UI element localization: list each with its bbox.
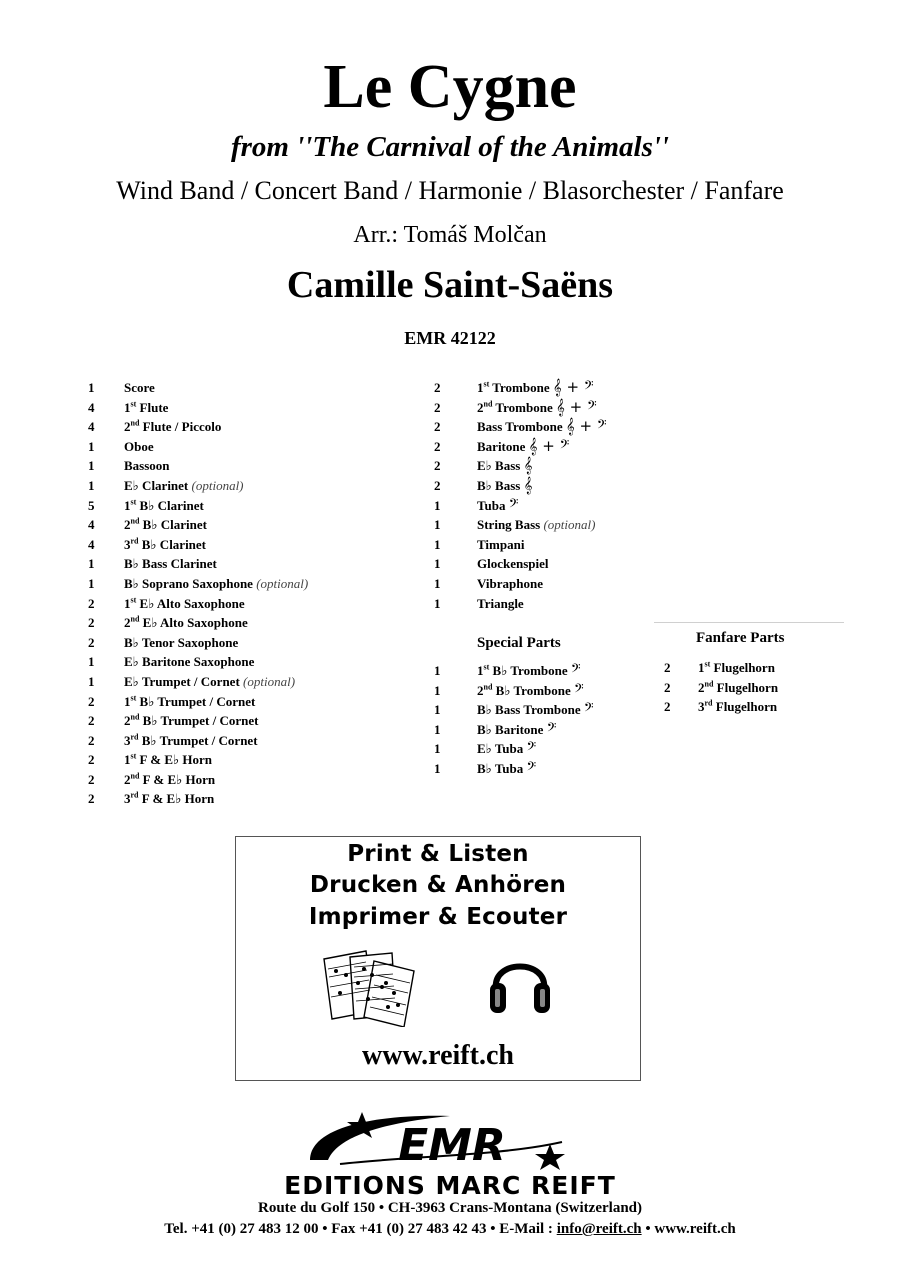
part-row: [88, 594, 418, 614]
subtitle: from ''The Carnival of the Animals'': [230, 131, 669, 163]
part-row: [434, 456, 674, 476]
part-name: E♭ Bass 𝄞: [477, 456, 533, 475]
part-quantity: 1: [434, 595, 441, 611]
part-quantity: 2: [664, 660, 671, 675]
part-row: [88, 692, 418, 712]
arranger: Arr.: Tomáš Molčan: [353, 222, 547, 248]
part-name: B♭ Tenor Saxophone: [124, 634, 239, 650]
part-name: String Bass (optional): [477, 517, 596, 533]
part-quantity: 1: [434, 575, 441, 591]
part-row: [434, 759, 674, 779]
part-quantity: 5: [88, 497, 95, 513]
part-quantity: 4: [88, 517, 95, 533]
part-name: 2nd Flute / Piccolo: [124, 418, 222, 435]
emr-logo-text: EMR: [398, 1120, 506, 1171]
part-row: [434, 437, 674, 457]
part-name: 1st F & E♭ Horn: [124, 751, 212, 768]
part-name: E♭ Baritone Saxophone: [124, 654, 255, 670]
publisher-contact: [0, 1219, 900, 1239]
part-quantity: 2: [434, 399, 441, 415]
part-quantity: 1: [434, 663, 441, 678]
ensemble: Wind Band / Concert Band / Harmonie / Blasorchester / Fanfare: [116, 176, 784, 205]
part-name: 3rd F & E♭ Horn: [124, 791, 215, 807]
part-quantity: 1: [434, 760, 441, 776]
part-quantity: 1: [88, 458, 95, 474]
promo-url: www.reift.ch: [362, 1040, 514, 1071]
part-quantity: 2: [88, 771, 95, 787]
part-row: [434, 554, 674, 574]
part-quantity: 2: [88, 791, 95, 807]
part-quantity: 2: [664, 699, 671, 715]
contact-email-link[interactable]: info@reift.ch: [556, 1221, 642, 1237]
part-quantity: 2: [88, 752, 95, 768]
part-name: 1st B♭ Trombone 𝄢: [477, 661, 581, 679]
publisher-address: Route du Golf 150 • CH-3963 Crans-Montana (Switzerland): [258, 1200, 642, 1216]
part-quantity: 1: [88, 556, 95, 572]
part-row: [88, 750, 418, 770]
part-quantity: 2: [434, 477, 441, 493]
parts-list-main: [88, 378, 418, 809]
promo-line-en: Print & Listen: [347, 841, 529, 867]
part-name: 3rd B♭ Clarinet: [124, 536, 207, 552]
part-row: [434, 476, 674, 496]
fanfare-parts-list: [664, 658, 864, 717]
part-row: [88, 476, 418, 496]
part-quantity: 4: [88, 399, 95, 415]
part-quantity: 4: [88, 419, 95, 435]
part-name: Bass Trombone 𝄞 + 𝄢: [477, 417, 607, 436]
part-row: [88, 554, 418, 574]
part-name: Baritone 𝄞 + 𝄢: [477, 436, 570, 455]
part-row: [434, 720, 674, 740]
special-parts-heading: Special Parts: [477, 635, 561, 651]
composer: Camille Saint-Saëns: [286, 264, 614, 306]
part-quantity: 2: [88, 595, 95, 611]
part-quantity: 2: [434, 419, 441, 435]
part-name: 1st Flugelhorn: [698, 659, 775, 675]
part-row: [664, 678, 864, 698]
part-row: [88, 652, 418, 672]
part-name: Oboe: [124, 438, 154, 454]
part-row: [434, 661, 674, 681]
part-name: B♭ Tuba 𝄢: [477, 758, 537, 777]
part-row: [88, 711, 418, 731]
part-row: [664, 697, 864, 717]
part-name: 2nd Trombone 𝄞 + 𝄢: [477, 397, 597, 416]
part-name: 2nd B♭ Trombone 𝄢: [477, 680, 584, 699]
part-name: 1st Trombone 𝄞 + 𝄢: [477, 378, 594, 396]
part-quantity: 1: [434, 682, 441, 698]
part-quantity: 2: [664, 679, 671, 695]
sheet-music-icon: [316, 947, 428, 1027]
part-name: Glockenspiel: [477, 556, 549, 572]
part-row: [88, 417, 418, 437]
part-name: Vibraphone: [477, 575, 543, 591]
special-parts-list: [434, 661, 674, 779]
part-name: Score: [124, 380, 155, 395]
part-row: [88, 574, 418, 594]
part-row: [434, 739, 674, 759]
part-quantity: 2: [434, 458, 441, 474]
part-quantity: 1: [434, 741, 441, 757]
publisher-name: EDITIONS MARC REIFT: [284, 1171, 616, 1200]
fanfare-parts-heading: Fanfare Parts: [696, 630, 785, 646]
emr-logo: [300, 1108, 600, 1172]
part-row: [88, 672, 418, 692]
part-name: E♭ Trumpet / Cornet (optional): [124, 673, 296, 689]
contact-website: • www.reift.ch: [641, 1221, 736, 1237]
part-quantity: 1: [434, 702, 441, 718]
part-quantity: 2: [88, 713, 95, 729]
print-listen-box: [235, 836, 641, 1081]
part-row: [434, 417, 674, 437]
part-quantity: 1: [434, 536, 441, 552]
part-row: [434, 378, 674, 398]
part-row: [434, 594, 674, 614]
promo-line-fr: Imprimer & Ecouter: [308, 904, 568, 930]
part-quantity: 1: [88, 673, 95, 689]
part-row: [88, 633, 418, 653]
part-name: 3rd B♭ Trumpet / Cornet: [124, 732, 258, 748]
part-name: B♭ Bass 𝄞: [477, 475, 533, 494]
part-name: Timpani: [477, 536, 525, 552]
part-name: 2nd B♭ Trumpet / Cornet: [124, 712, 259, 729]
part-quantity: 1: [88, 438, 95, 454]
promo-line-de: Drucken & Anhören: [309, 872, 567, 898]
part-name: 1st E♭ Alto Saxophone: [124, 595, 245, 611]
part-row: [88, 789, 418, 809]
part-quantity: 2: [434, 380, 441, 395]
part-quantity: 2: [88, 732, 95, 748]
part-row: [88, 613, 418, 633]
part-name: Bassoon: [124, 458, 170, 474]
headphones-icon: [488, 945, 552, 1017]
part-row: [434, 700, 674, 720]
part-name: B♭ Baritone 𝄢: [477, 719, 557, 738]
part-row: [434, 681, 674, 701]
part-row: [88, 535, 418, 555]
part-name: 2nd E♭ Alto Saxophone: [124, 614, 248, 631]
part-row: [664, 658, 864, 678]
part-quantity: 1: [88, 477, 95, 493]
part-name: B♭ Bass Clarinet: [124, 556, 217, 572]
part-quantity: 4: [88, 536, 95, 552]
part-name: 2nd Flugelhorn: [698, 679, 779, 695]
part-quantity: 1: [88, 380, 95, 395]
part-quantity: 1: [434, 497, 441, 513]
part-row: [88, 731, 418, 751]
title: Le Cygne: [323, 53, 577, 121]
part-quantity: 1: [434, 517, 441, 533]
catalog-code: EMR 42122: [404, 328, 496, 348]
part-row: [434, 515, 674, 535]
part-row: [434, 398, 674, 418]
part-name: B♭ Soprano Saxophone (optional): [124, 575, 309, 591]
part-name: E♭ Clarinet (optional): [124, 477, 244, 493]
part-name: 2nd F & E♭ Horn: [124, 771, 216, 787]
part-row: [88, 437, 418, 457]
fanfare-divider: [654, 622, 844, 623]
part-row: [434, 574, 674, 594]
part-quantity: 1: [88, 575, 95, 591]
part-name: 1st B♭ Clarinet: [124, 497, 204, 513]
part-quantity: 2: [88, 634, 95, 650]
part-name: Triangle: [477, 595, 524, 611]
contact-phone-fax: Tel. +41 (0) 27 483 12 00 • Fax +41 (0) 27 483 42 43 • E-Mail :: [164, 1221, 557, 1237]
part-name: 1st Flute: [124, 399, 169, 415]
part-name: 1st B♭ Trumpet / Cornet: [124, 693, 256, 709]
part-row: [88, 496, 418, 516]
part-row: [88, 770, 418, 790]
part-name: 3rd Flugelhorn: [698, 698, 778, 715]
part-quantity: 1: [434, 556, 441, 572]
part-row: [88, 378, 418, 398]
part-name: 2nd B♭ Clarinet: [124, 516, 207, 533]
part-row: [434, 535, 674, 555]
part-quantity: 2: [434, 438, 441, 454]
part-quantity: 2: [88, 693, 95, 709]
part-quantity: 1: [434, 721, 441, 737]
part-name: B♭ Bass Trombone 𝄢: [477, 700, 594, 719]
part-quantity: 1: [88, 654, 95, 670]
part-name: Tuba 𝄢: [477, 495, 519, 514]
parts-list-low-brass-percussion: [434, 378, 674, 613]
part-row: [88, 515, 418, 535]
part-name: E♭ Tuba 𝄢: [477, 739, 537, 758]
part-row: [88, 398, 418, 418]
part-row: [434, 496, 674, 516]
part-quantity: 2: [88, 615, 95, 631]
part-row: [88, 456, 418, 476]
